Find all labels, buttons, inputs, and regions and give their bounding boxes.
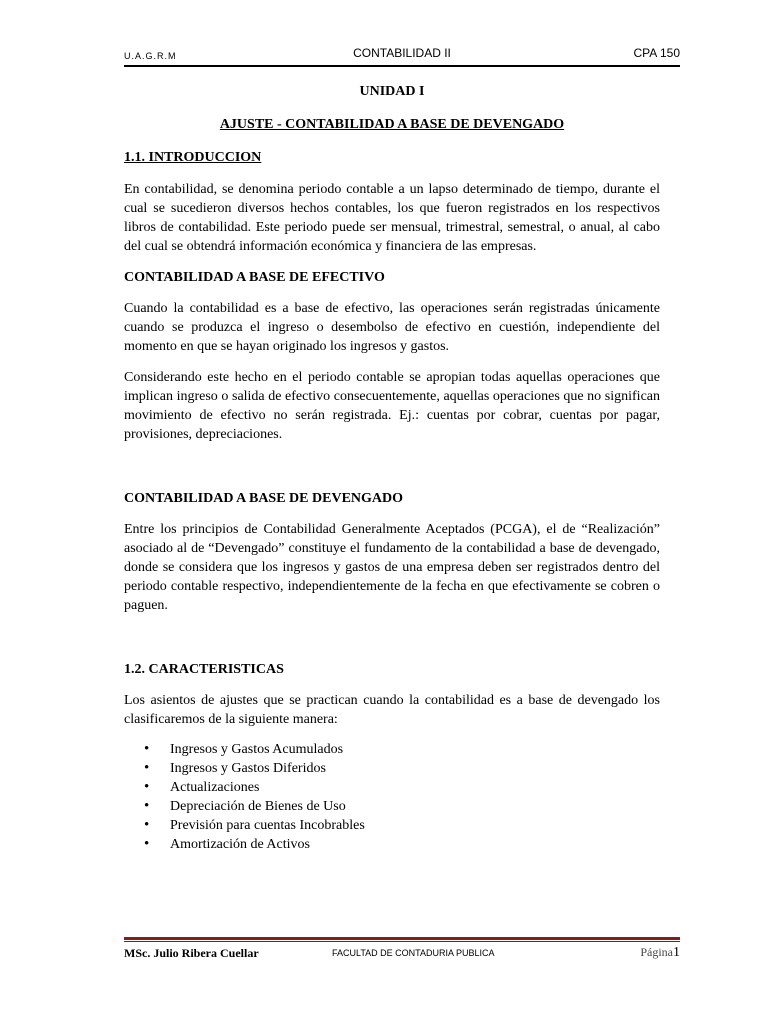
caracteristicas-paragraph: Los asientos de ajustes que se practican cuando la contabilidad es a base de devengado los clasificaremos de la siguiente manera: [124,693,660,727]
devengado-heading: CONTABILIDAD A BASE DE DEVENGADO [124,491,404,506]
footer-rule-thick [124,937,680,940]
page-subtitle: AJUSTE - CONTABILIDAD A BASE DE DEVENGADO [219,117,565,132]
page-header [124,46,680,66]
header-code: CPA 150 [633,46,680,60]
intro-paragraph: En contabilidad, se denomina periodo contable a un lapso determinado de tiempo, durante el cual se sucedieron diversos hechos contables, los que fueron registrados en los respectivos libros de contabilidad. Este periodo puede ser mensual, trimestral, semestral, o anual, al cabo del cual se obtendrá información económica y financiera de las empresas. [124,182,660,254]
list-item: • Previsión para cuentas Incobrables [170,816,660,835]
footer-page-number: 1 [673,945,680,960]
footer-page-label: Página [640,945,673,959]
intro-heading: 1.1. INTRODUCCION [124,150,262,165]
page-title: UNIDAD I [359,84,425,99]
efectivo-paragraph-1: Cuando la contabilidad es a base de efectivo, las operaciones serán registradas únicamente cuando se produzca el ingreso o desembolso de efectivo en cuestión, independiente del momento en que se hayan originado los ingresos y gastos. [124,301,660,354]
footer-page [640,945,680,961]
header-course: CONTABILIDAD II [353,46,451,60]
page-footer [124,945,680,963]
document-body [124,82,660,854]
list-item: • Depreciación de Bienes de Uso [170,797,660,816]
header-rule [124,65,680,67]
list-item: • Amortización de Activos [170,835,660,854]
footer-rule-thin [124,941,680,942]
caracteristicas-list [124,740,660,854]
devengado-paragraph: Entre los principios de Contabilidad Generalmente Aceptados (PCGA), el de “Realización” asociado al de “Devengado” constituye el fundamento de la contabilidad a base de devengado, donde se considera que los ingresos y gastos de una empresa deben ser registrados dentro del periodo contable respectivo, independientemente de la fecha en que efectivamente se cobren o paguen. [124,522,660,613]
footer-faculty: FACULTAD DE CONTADURIA PUBLICA [332,948,495,958]
list-item: • Ingresos y Gastos Acumulados [170,740,660,759]
list-item: • Actualizaciones [170,778,660,797]
caracteristicas-heading: 1.2. CARACTERISTICAS [124,662,284,677]
header-university: U.A.G.R.M [124,51,177,61]
efectivo-paragraph-2: Considerando este hecho en el periodo contable se apropian todas aquellas operaciones que implican ingreso o salida de efectivo consecuentemente, aquellas operaciones que no significan movimiento de efectivo no serán registrada. Ej.: cuentas por cobrar, cuentas por pagar, provisiones, depreciaciones. [124,370,660,442]
efectivo-heading: CONTABILIDAD A BASE DE EFECTIVO [124,270,385,285]
footer-author: MSc. Julio Ribera Cuellar [124,946,259,960]
list-item: • Ingresos y Gastos Diferidos [170,759,660,778]
